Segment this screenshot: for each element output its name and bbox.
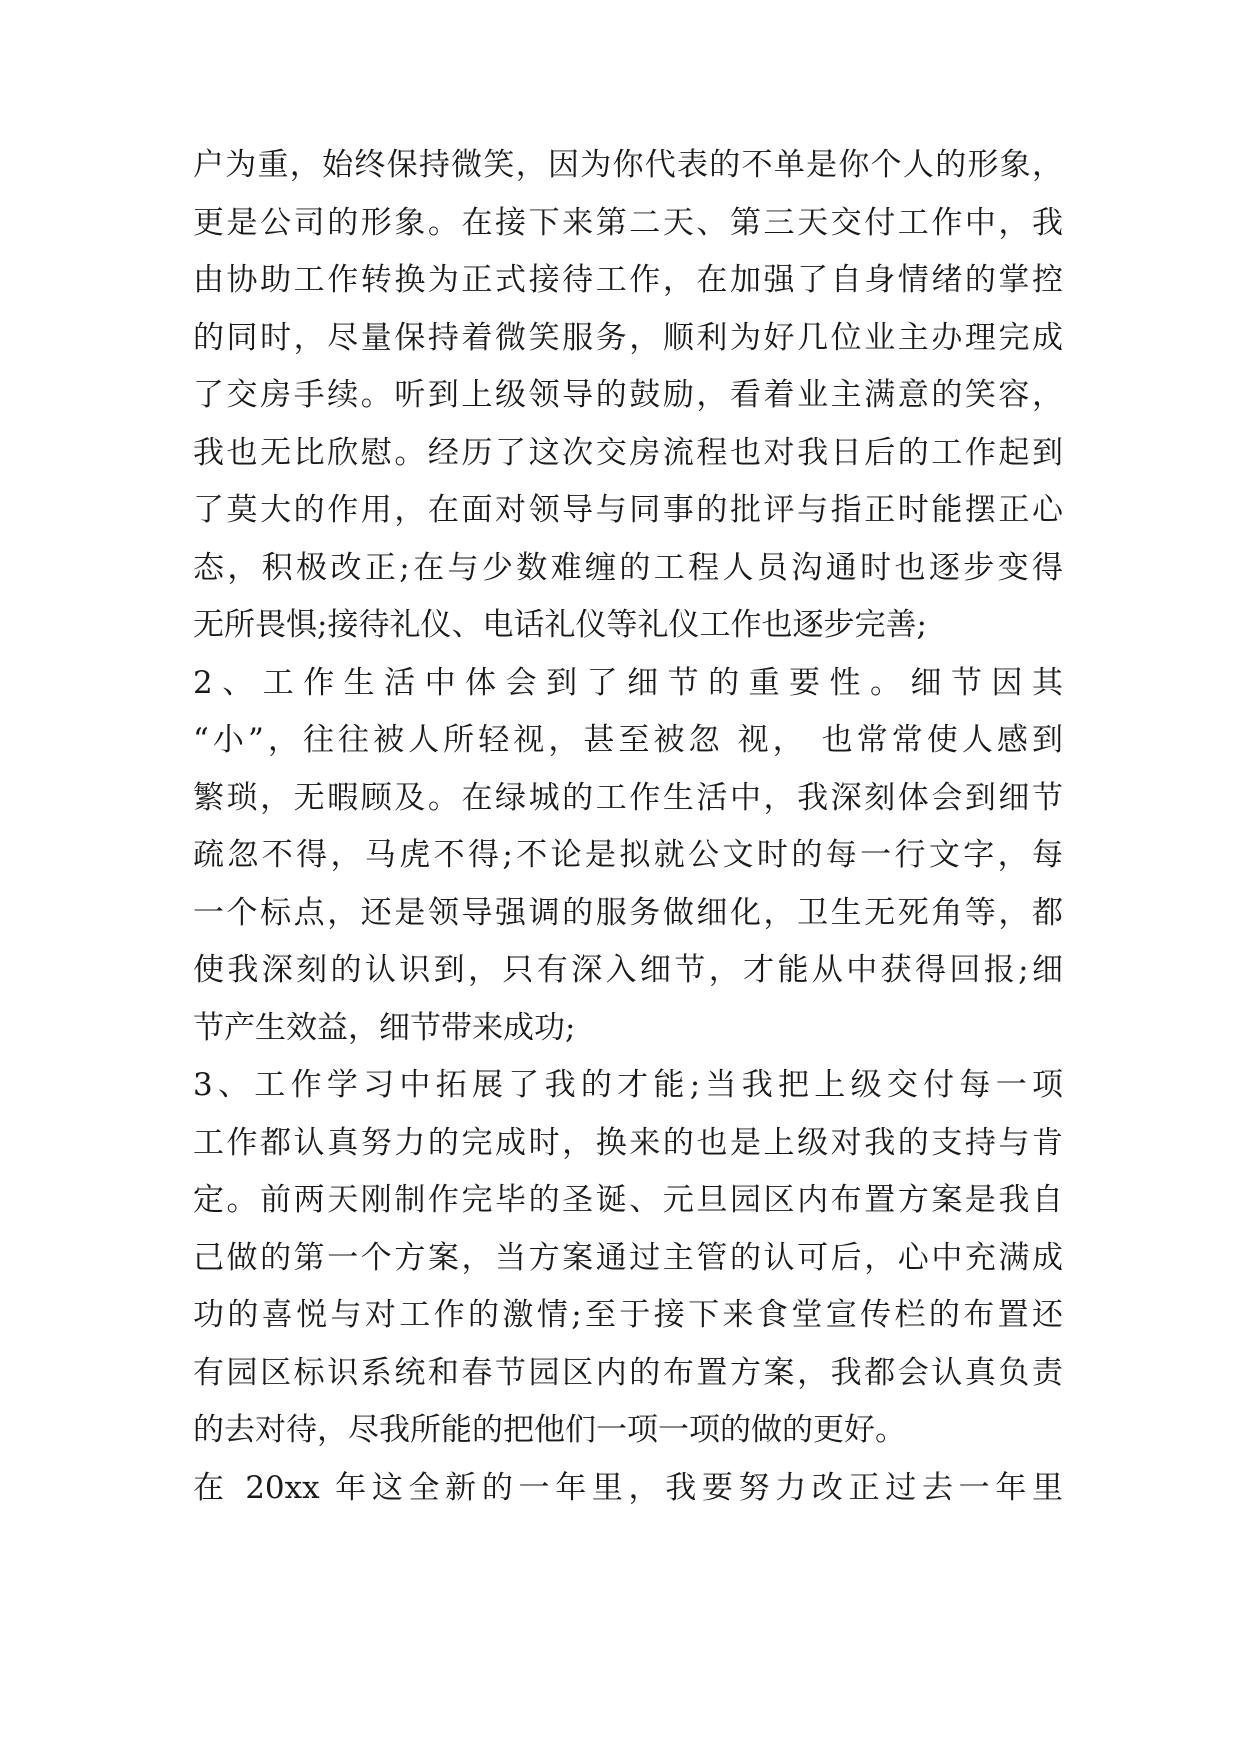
- text-line: 户为重，始终保持微笑，因为你代表的不单是你个人的形象，: [193, 147, 1063, 183]
- text-line: 了莫大的作用，在面对领导与同事的批评与指正时能摆正心: [193, 492, 1063, 528]
- text-line: 无所畏惧;接待礼仪、电话礼仪等礼仪工作也逐步完善;: [193, 607, 927, 643]
- text-line: 的去对待，尽我所能的把他们一项一项的做的更好。: [193, 1412, 906, 1448]
- text-line: 定。前两天刚制作完毕的圣诞、元旦园区内布置方案是我自: [193, 1182, 1063, 1218]
- text-line: 我也无比欣慰。经历了这次交房流程也对我日后的工作起到: [193, 435, 1063, 471]
- text-line: 由协助工作转换为正式接待工作，在加强了自身情绪的掌控: [193, 262, 1063, 298]
- text-line: 节产生效益，细节带来成功;: [193, 1010, 576, 1046]
- text-line: 的同时，尽量保持着微笑服务，顺利为好几位业主办理完成: [193, 320, 1063, 356]
- text-line: 使我深刻的认识到，只有深入细节，才能从中获得回报;细: [193, 952, 1063, 988]
- text-line: 态，积极改正;在与少数难缠的工程人员沟通时也逐步变得: [193, 550, 1063, 586]
- text-line: 了交房手续。听到上级领导的鼓励，看着业主满意的笑容，: [193, 377, 1063, 413]
- text-line: 2、工作生活中体会到了细节的重要性。细节因其: [193, 665, 1063, 701]
- text-line: 一个标点，还是领导强调的服务做细化，卫生无死角等，都: [193, 895, 1063, 931]
- text-line: 在 20xx 年这全新的一年里，我要努力改正过去一年里: [193, 1470, 1063, 1506]
- text-line: 更是公司的形象。在接下来第二天、第三天交付工作中，我: [193, 205, 1063, 241]
- text-line: 己做的第一个方案，当方案通过主管的认可后，心中充满成: [193, 1240, 1063, 1276]
- text-line: 3、工作学习中拓展了我的才能;当我把上级交付每一项: [193, 1067, 1063, 1103]
- text-line: 工作都认真努力的完成时，换来的也是上级对我的支持与肯: [193, 1125, 1063, 1161]
- text-line: 疏忽不得，马虎不得;不论是拟就公文时的每一行文字，每: [193, 837, 1063, 873]
- text-line: 繁琐，无暇顾及。在绿城的工作生活中，我深刻体会到细节: [193, 780, 1063, 816]
- text-line: 功的喜悦与对工作的激情;至于接下来食堂宣传栏的布置还: [193, 1297, 1063, 1333]
- text-line: “小”，往往被人所轻视，甚至被忽 视， 也常常使人感到: [193, 722, 1063, 758]
- text-line: 有园区标识系统和春节园区内的布置方案，我都会认真负责: [193, 1355, 1063, 1391]
